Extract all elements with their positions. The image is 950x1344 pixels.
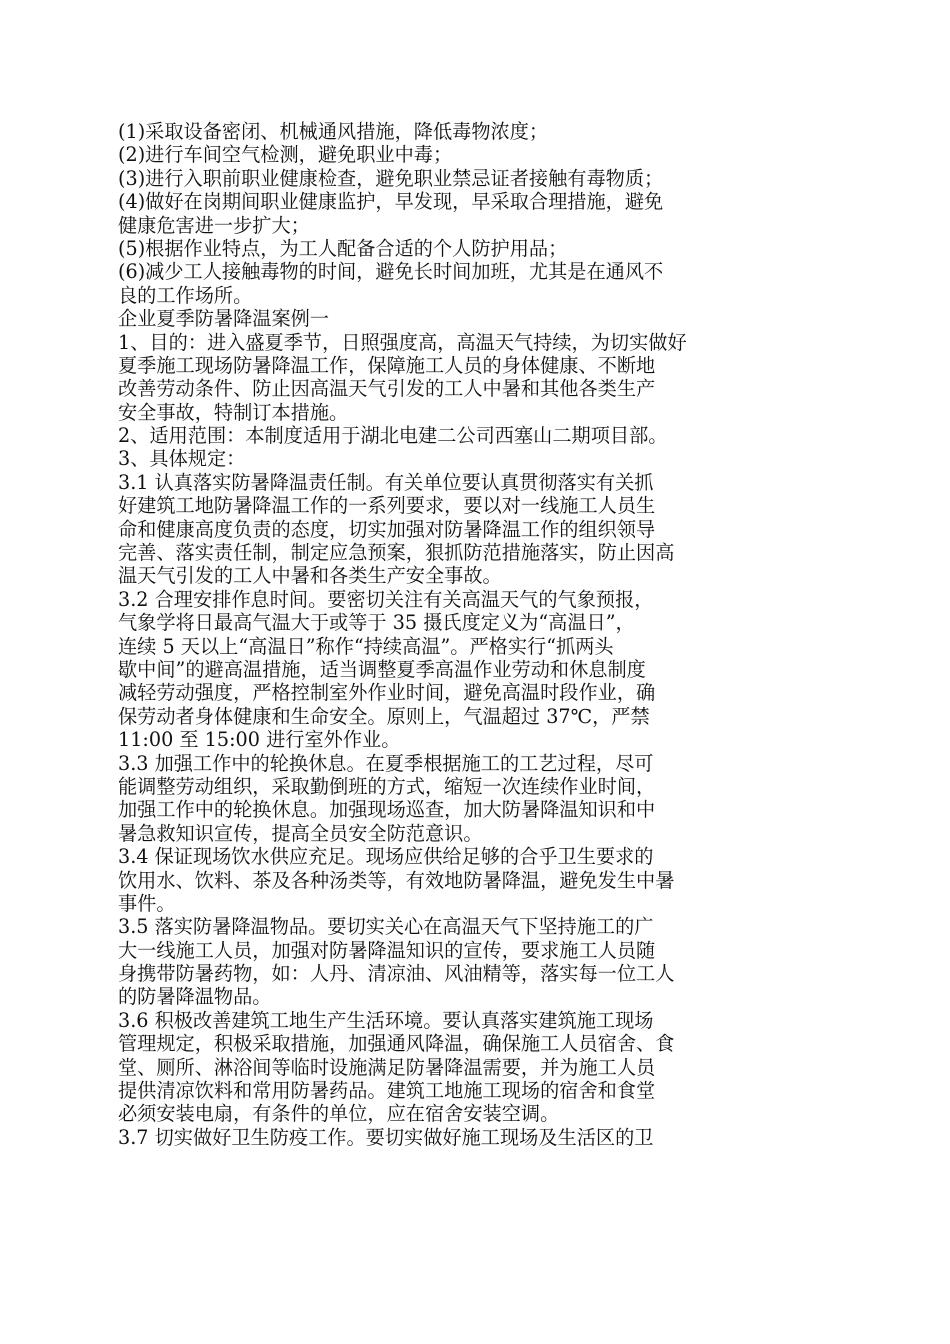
text-line: 加强工作中的轮换休息。加强现场巡查，加大防暑降温知识和中 — [118, 798, 656, 822]
text-line: 良的工作场所。 — [118, 283, 253, 307]
text-line: 3、具体规定： — [118, 447, 246, 471]
text-line: 歇中间”的避高温措施，适当调整夏季高温作业劳动和休息制度 — [118, 657, 646, 681]
text-line: 3.2 合理安排作息时间。要密切关注有关高温天气的气象预报， — [118, 587, 654, 611]
text-line: 连续 5 天以上“高温日”称作“持续高温”。严格实行“抓两头 — [118, 634, 614, 658]
text-line: (4)做好在岗期间职业健康监护，早发现，早采取合理措施，避免 — [118, 190, 664, 214]
text-line: 3.3 加强工作中的轮换休息。在夏季根据施工的工艺过程，尽可 — [118, 751, 654, 775]
text-line: 气象学将日最高气温大于或等于 35 摄氏度定义为“高温日”， — [118, 611, 635, 635]
text-line: 减轻劳动强度，严格控制室外作业时间，避免高温时段作业，确 — [118, 681, 656, 705]
text-line: 管理规定，积极采取措施，加强通风降温，确保施工人员宿舍、食 — [118, 1032, 675, 1056]
text-line: 事件。 — [118, 891, 176, 915]
text-line: 命和健康高度负责的态度，切实加强对防暑降温工作的组织领导 — [118, 517, 656, 541]
text-line: (5)根据作业特点，为工人配备合适的个人防护用品； — [118, 236, 568, 260]
text-line: 3.4 保证现场饮水供应充足。现场应供给足够的合乎卫生要求的 — [118, 845, 654, 869]
text-line: 健康危害进一步扩大； — [118, 213, 310, 237]
text-line: 饮用水、饮料、茶及各种汤类等，有效地防暑降温，避免发生中暑 — [118, 868, 675, 892]
text-line: 改善劳动条件、防止因高温天气引发的工人中暑和其他各类生产 — [118, 377, 656, 401]
text-line: 3.5 落实防暑降温物品。要切实关心在高温天气下坚持施工的广 — [118, 915, 654, 939]
text-line: (1)采取设备密闭、机械通风措施，降低毒物浓度； — [118, 120, 549, 143]
text-line: 堂、厕所、淋浴间等临时设施满足防暑降温需要，并为施工人员 — [118, 1055, 656, 1079]
text-line: 暑急救知识宣传，提高全员安全防范意识。 — [118, 821, 483, 845]
text-line: 11:00 至 15:00 进行室外作业。 — [118, 728, 401, 752]
text-line: 温天气引发的工人中暑和各类生产安全事故。 — [118, 564, 502, 588]
text-line: 企业夏季防暑降温案例一 — [118, 307, 330, 331]
text-line: 3.1 认真落实防暑降温责任制。有关单位要认真贯彻落实有关抓 — [118, 470, 654, 494]
text-line: 必须安装电扇，有条件的单位，应在宿舍安装空调。 — [118, 1102, 560, 1126]
text-line: 好建筑工地防暑降温工作的一系列要求，要以对一线施工人员生 — [118, 494, 656, 518]
text-line: 安全事故，特制订本措施。 — [118, 400, 349, 424]
text-line: 3.6 积极改善建筑工地生产生活环境。要认真落实建筑施工现场 — [118, 1008, 654, 1032]
text-line: 保劳动者身体健康和生命安全。原则上，气温超过 37℃，严禁 — [118, 704, 650, 728]
text-line: 2、适用范围：本制度适用于湖北电建二公司西塞山二期项目部。 — [118, 424, 668, 448]
text-line: (2)进行车间空气检测，避免职业中毒； — [118, 143, 453, 167]
text-line: 身携带防暑药物，如：人丹、清凉油、风油精等，落实每一位工人 — [118, 962, 675, 986]
text-line: 提供清凉饮料和常用防暑药品。建筑工地施工现场的宿舍和食堂 — [118, 1079, 656, 1103]
text-line: 的防暑降温物品。 — [118, 985, 272, 1009]
text-line: 大一线施工人员，加强对防暑降温知识的宣传，要求施工人员随 — [118, 938, 656, 962]
text-line: (3)进行入职前职业健康检查，避免职业禁忌证者接触有毒物质； — [118, 166, 664, 190]
text-line: 完善、落实责任制，制定应急预案，狠抓防范措施落实，防止因高 — [118, 541, 675, 565]
document-body — [118, 120, 818, 1149]
text-line: 夏季施工现场防暑降温工作，保障施工人员的身体健康、不断地 — [118, 353, 656, 377]
text-line: 3.7 切实做好卫生防疫工作。要切实做好施工现场及生活区的卫 — [118, 1125, 654, 1149]
text-line: 能调整劳动组织，采取勤倒班的方式，缩短一次连续作业时间， — [118, 774, 656, 798]
text-line: 1、目的：进入盛夏季节，日照强度高，高温天气持续，为切实做好 — [118, 330, 687, 354]
text-line: (6)减少工人接触毒物的时间，避免长时间加班，尤其是在通风不 — [118, 260, 664, 284]
